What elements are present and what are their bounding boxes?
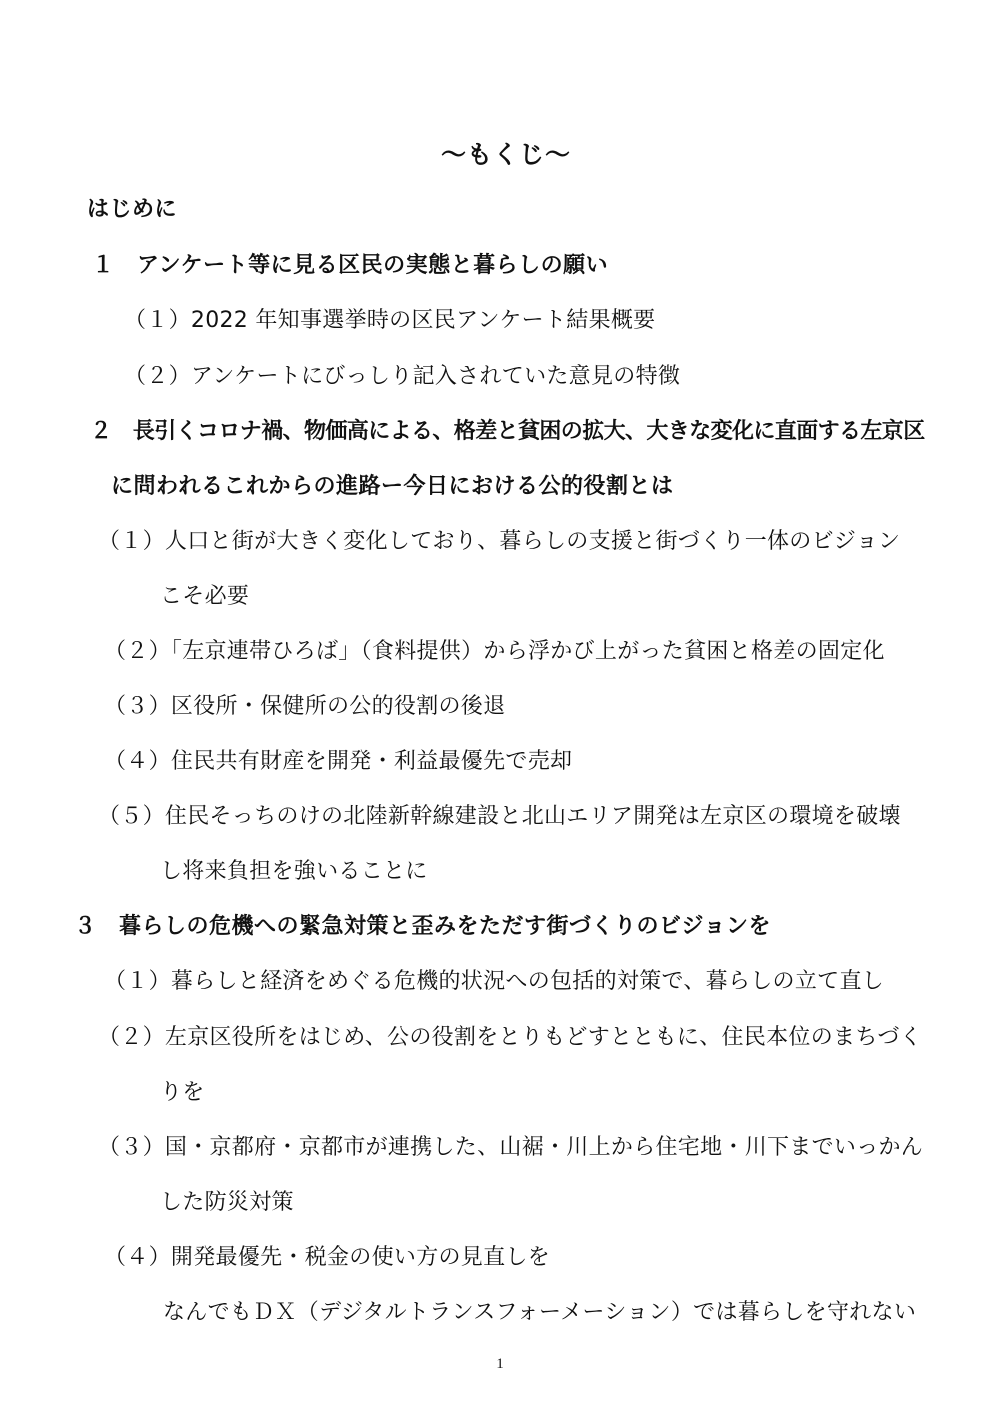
section-3-heading: ３ 暮らしの危機への緊急対策と歪みをただす街づくりのビジョンを: [74, 914, 772, 939]
section-1-heading: １ アンケート等に見る区民の実態と暮らしの願い: [92, 253, 609, 278]
section-2-item-3: （３）区役所・保健所の公的役割の後退: [104, 694, 506, 719]
section-3-item-4-cont: なんでもＤＸ（デジタルトランスフォーメーション）では暮らしを守れない: [163, 1300, 917, 1325]
toc-intro: はじめに: [87, 197, 178, 222]
section-3-item-4: （４）開発最優先・税金の使い方の見直しを: [104, 1245, 551, 1270]
section-2-heading: ２ 長引くコロナ禍、物価高による、格差と貧困の拡大、大きな変化に直面する左京区: [90, 419, 925, 444]
section-2-item-2: （２）「左京連帯ひろば」（食料提供）から浮かび上がった貧困と格差の固定化: [104, 639, 885, 664]
section-2-item-5: （５）住民そっちのけの北陸新幹線建設と北山エリア開発は左京区の環境を破壊: [98, 804, 901, 829]
section-2-item-1-cont: こそ必要: [160, 584, 250, 609]
page-number: 1: [496, 1356, 504, 1372]
toc-title: 〜もくじ〜: [441, 140, 572, 169]
section-2-item-5-cont: し将来負担を強いることに: [160, 859, 428, 884]
section-3-item-2-cont: りを: [160, 1080, 205, 1105]
section-2-item-1: （１）人口と街が大きく変化しており、暮らしの支援と街づくり一体のビジョン: [98, 529, 901, 554]
section-3-item-2: （２）左京区役所をはじめ、公の役割をとりもどすとともに、住民本位のまちづく: [98, 1025, 923, 1050]
section-3-item-3: （３）国・京都府・京都市が連携した、山裾・川上から住宅地・川下までいっかん: [98, 1135, 924, 1160]
section-1-item-2: （２）アンケートにびっしり記入されていた意見の特徴: [124, 364, 681, 389]
section-3-item-3-cont: した防災対策: [160, 1190, 294, 1215]
section-2-item-4: （４）住民共有財産を開発・利益最優先で売却: [104, 749, 573, 774]
section-1-item-1: （１）2022 年知事選挙時の区民アンケート結果概要: [124, 308, 656, 333]
section-3-item-1: （１）暮らしと経済をめぐる危機的状況への包括的対策で、暮らしの立て直し: [104, 969, 885, 994]
section-2-heading-cont: に問われるこれからの進路ー今日における公的役割とは: [111, 474, 674, 499]
